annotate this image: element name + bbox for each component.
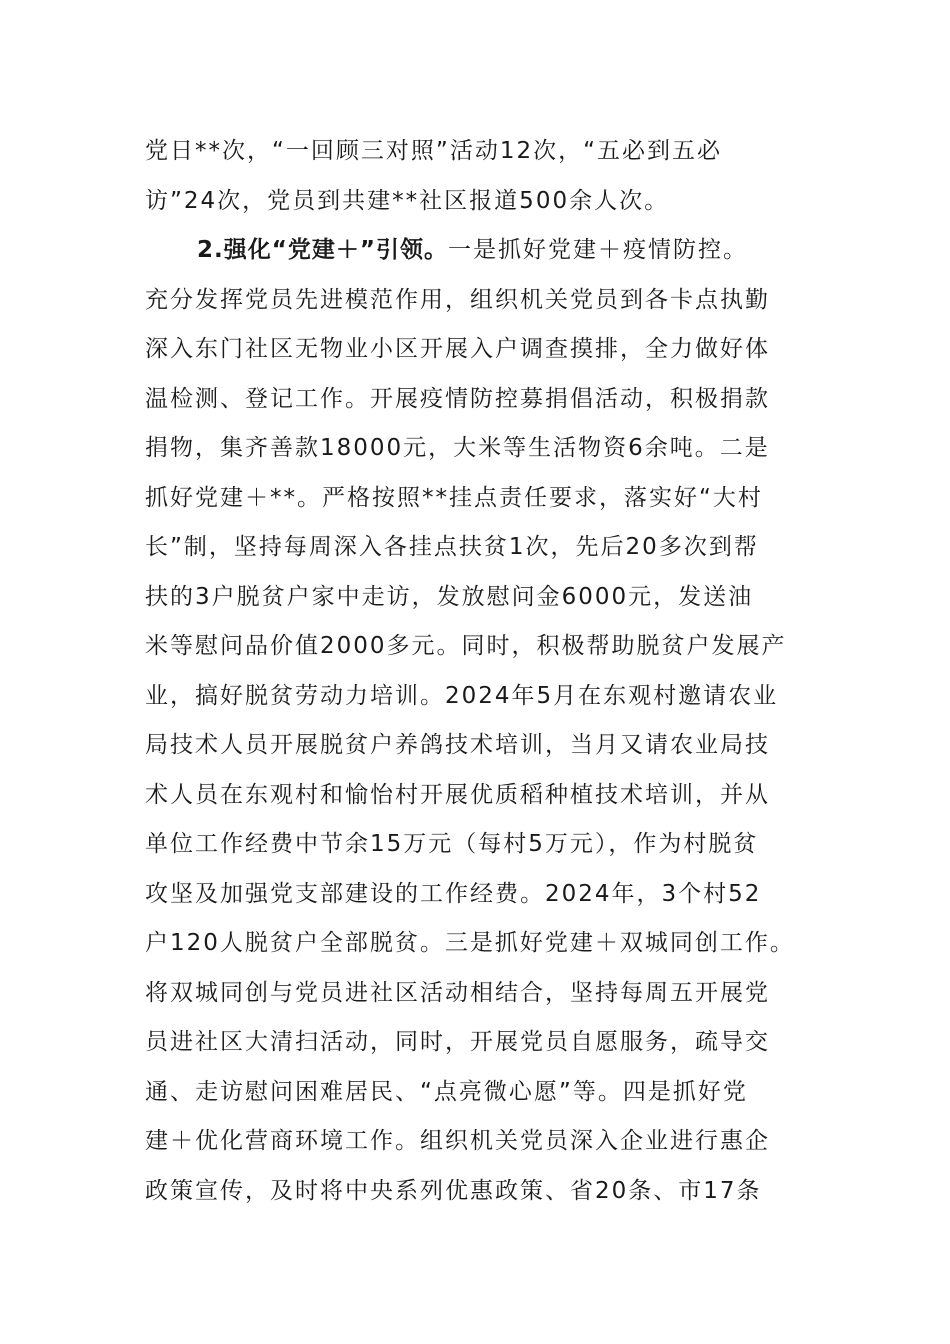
text-line: 抓好党建＋**。严格按照**挂点责任要求，落实好“大村	[145, 484, 763, 511]
text-line: 访”24次，党员到共建**社区报道500余人次。	[145, 187, 670, 214]
text-line: 一是抓好党建＋疫情防控。	[447, 237, 748, 263]
text-line: 通、走访慰问困难居民、“点亮微心愿”等。四是抓好党	[145, 1078, 748, 1105]
text-line: 长”制，坚持每周深入各挂点扶贫1次，先后20多次到帮	[145, 534, 759, 560]
text-line: 政策宣传，及时将中央系列优惠政策、省20条、市17条	[145, 1177, 762, 1204]
text-line: 深入东门社区无物业小区开展入户调查摸排，全力做好体	[145, 336, 770, 362]
text-line: 扶的3户脱贫户家中走访，发放慰问金6000元，发送油	[145, 583, 754, 610]
text-line: 攻坚及加强党支部建设的工作经费。2024年，3个村52	[145, 880, 762, 907]
text-line: 充分发挥党员先进模范作用，组织机关党员到各卡点执勤	[145, 286, 770, 313]
text-line: 业，搞好脱贫劳动力培训。2024年5月在东观村邀请农业	[145, 682, 779, 709]
text-line: 单位工作经费中节余15万元（每村5万元），作为村脱贫	[145, 831, 759, 857]
text-line: 建＋优化营商环境工作。组织机关党员深入企业进行惠企	[145, 1128, 770, 1154]
text-line: 米等慰问品价值2000多元。同时，积极帮助脱贫户发展产	[145, 633, 787, 659]
body-text	[145, 127, 815, 1216]
text-line: 温检测、登记工作。开展疫情防控募捐倡活动，积极捐款	[145, 385, 770, 412]
text-line: 员进社区大清扫活动，同时，开展党员自愿服务，疏导交	[145, 1029, 770, 1055]
text-line: 捐物，集齐善款18000元，大米等生活物资6余吨。二是	[145, 435, 770, 461]
section-heading-line	[145, 226, 815, 276]
text-line: 将双城同创与党员进社区活动相结合，坚持每周五开展党	[145, 979, 770, 1006]
section-heading: 2.强化“党建＋”引领。	[197, 237, 448, 263]
text-line: 党日**次，“一回顾三对照”活动12次，“五必到五必	[145, 138, 723, 164]
text-line: 术人员在东观村和愉怡村开展优质稻种植技术培训，并从	[145, 781, 770, 808]
text-line: 局技术人员开展脱贫户养鸽技术培训，当月又请农业局技	[145, 732, 770, 758]
text-line: 户120人脱贫户全部脱贫。三是抓好党建＋双城同创工作。	[145, 930, 795, 956]
